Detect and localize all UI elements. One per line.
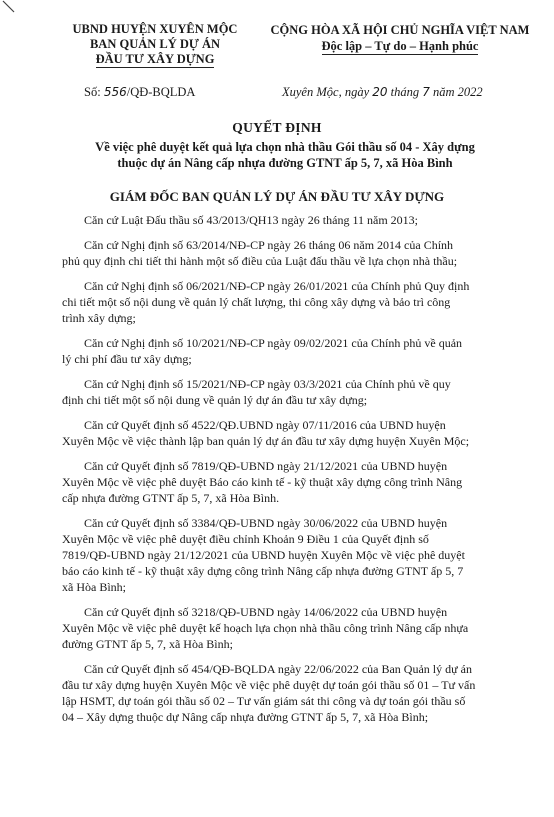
subject-line-1: Về việc phê duyệt kết quả lựa chọn nhà thầu Gói thầu số 04 - Xây dựng <box>95 140 475 154</box>
paragraph-line: Xuyên Mộc về việc thành lập ban quản lý dự án đầu tư xây dựng huyện Xuyên Mộc; <box>62 434 470 448</box>
agency-line-2: BAN QUẢN LÝ DỰ ÁN <box>89 37 221 51</box>
legal-basis-paragraph <box>62 335 536 367</box>
paragraph-line: lý chi phí đầu tư xây dựng; <box>62 352 192 366</box>
paragraph-line: Xuyên Mộc về việc phê duyệt điều chỉnh Khoản 9 Điều 1 của Quyết định số <box>62 532 429 546</box>
legal-basis-paragraph <box>62 604 536 652</box>
issuing-authority: GIÁM ĐỐC BAN QUẢN LÝ DỰ ÁN ĐẦU TƯ XÂY DỰNG <box>109 189 445 204</box>
date-month-handwritten: 7 <box>422 85 430 99</box>
date-day-handwritten: 20 <box>372 85 388 99</box>
paragraph-line: trình xây dựng; <box>62 311 136 325</box>
doc-number-suffix: /QĐ-BQLDA <box>126 85 196 99</box>
paragraph-line: 7819/QĐ-UBND ngày 21/12/2021 của UBND huyện Xuyên Mộc về việc phê duyệt <box>62 548 465 562</box>
paragraph-line: Căn cứ Quyết định số 454/QĐ-BQLDA ngày 22/06/2022 của Ban Quản lý dự án <box>84 662 472 676</box>
country-name: CỘNG HÒA XÃ HỘI CHỦ NGHĨA VIỆT NAM <box>270 23 530 37</box>
paragraph-line: đường GTNT ấp 5, 7, xã Hòa Bình; <box>62 637 233 651</box>
legal-basis-paragraph <box>62 237 536 269</box>
paragraph-line: chi tiết một số nội dung về quản lý chất lượng, thi công xây dựng và bảo trì công <box>62 295 451 309</box>
paragraph-line: cấp nhựa đường GTNT ấp 5, 7, xã Hòa Bình. <box>62 491 280 505</box>
motto: Độc lập – Tự do – Hạnh phúc <box>321 39 479 53</box>
document-subject <box>70 139 500 171</box>
legal-basis-section <box>62 212 536 734</box>
issuing-agency <box>60 22 250 68</box>
document-header <box>0 22 554 102</box>
legal-basis-paragraph <box>62 376 536 408</box>
paragraph-line: Căn cứ Quyết định số 3218/QĐ-UBND ngày 14/06/2022 của UBND huyện <box>84 605 448 619</box>
legal-basis-paragraph <box>62 458 536 506</box>
legal-basis-paragraph <box>62 661 536 725</box>
paragraph-line: 04 – Xây dựng thuộc dự Nâng cấp nhựa đường GTNT ấp 5, 7, xã Hòa Bình; <box>62 710 429 724</box>
legal-basis-paragraph <box>62 278 536 326</box>
paragraph-line: định chi tiết một số nội dung về quản lý dự án đầu tư xây dựng; <box>62 393 368 407</box>
paragraph-line: Xuyên Mộc về việc phê duyệt Báo cáo kinh tế - kỹ thuật xây dựng công trình Nâng <box>62 475 463 489</box>
paragraph-line: Xuyên Mộc về việc phê duyệt kế hoạch lựa chọn nhà thầu công trình Nâng cấp nhựa <box>62 621 469 635</box>
subject-line-2: thuộc dự án Nâng cấp nhựa đường GTNT ấp 5, 7, xã Hòa Bình <box>117 156 453 170</box>
paragraph-line: Căn cứ Nghị định số 63/2014/NĐ-CP ngày 26 tháng 06 năm 2014 của Chính <box>84 238 454 252</box>
paragraph-line: phủ quy định chi tiết thi hành một số điều của Luật đấu thầu về lựa chọn nhà thầu; <box>62 254 458 268</box>
agency-line-3: ĐẦU TƯ XÂY DỰNG <box>95 52 215 66</box>
paragraph-line: Căn cứ Nghị định số 15/2021/NĐ-CP ngày 03/3/2021 của Chính phủ về quy <box>84 377 451 391</box>
date-mid: tháng <box>387 85 423 99</box>
paragraph-line: xã Hòa Bình; <box>62 580 126 594</box>
document-number <box>84 85 195 100</box>
paragraph-line: lập HSMT, dự toán gói thầu số 02 – Tư vấn giám sát thi công và dự toán gói thầu số <box>62 694 466 708</box>
date-suffix: năm 2022 <box>429 85 483 99</box>
paragraph-line: báo cáo kinh tế - kỹ thuật xây dựng công trình Nâng cấp nhựa đường GTNT ấp 5, 7 <box>62 564 464 578</box>
corner-fold-mark <box>2 0 16 14</box>
legal-basis-paragraph <box>62 417 536 449</box>
national-motto <box>260 22 540 55</box>
paragraph-line: Căn cứ Quyết định số 7819/QĐ-UBND ngày 21/12/2021 của UBND huyện <box>84 459 448 473</box>
agency-line-1: UBND HUYỆN XUYÊN MỘC <box>72 22 238 36</box>
doc-number-handwritten: 556 <box>103 85 127 99</box>
paragraph-line: Căn cứ Luật Đấu thầu số 43/2013/QH13 ngày 26 tháng 11 năm 2013; <box>84 213 419 227</box>
legal-basis-paragraph <box>62 212 536 228</box>
paragraph-line: Căn cứ Quyết định số 3384/QĐ-UBND ngày 30/06/2022 của UBND huyện <box>84 516 448 530</box>
paragraph-line: đầu tư xây dựng huyện Xuyên Mộc về việc phê duyệt dự toán gói thầu số 01 – Tư vấn <box>62 678 476 692</box>
issue-date <box>282 85 483 100</box>
paragraph-line: Căn cứ Nghị định số 10/2021/NĐ-CP ngày 09/02/2021 của Chính phủ về quản <box>84 336 463 350</box>
paragraph-line: Căn cứ Nghị định số 06/2021/NĐ-CP ngày 26/01/2021 của Chính phủ Quy định <box>84 279 470 293</box>
legal-basis-paragraph <box>62 515 536 595</box>
doc-number-prefix: Số: <box>84 85 104 99</box>
paragraph-line: Căn cứ Quyết định số 4522/QĐ.UBND ngày 07/11/2016 của UBND huyện <box>84 418 446 432</box>
document-title: QUYẾT ĐỊNH <box>232 120 322 135</box>
date-prefix: Xuyên Mộc, ngày <box>282 85 373 99</box>
